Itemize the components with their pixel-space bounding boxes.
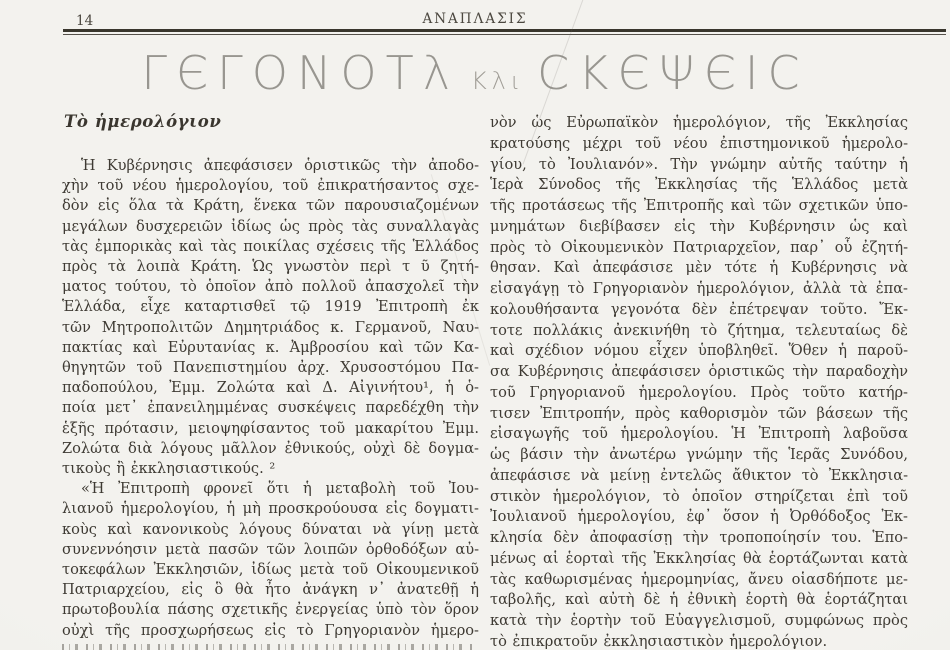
text-line: ματος τούτου, τὸ ὁποῖον ἀπὸ πολλοῦ ἀπασχολεῖ τὴν [62,278,479,296]
text-line: οὐχὶ τῆς προσχωρήσεως εἰς τὸ Γρηγοριανὸν ἡμερο- [62,621,479,639]
text-line: καὶ σχέδιον νόμου εἶχεν ὑποβληθεῖ. Ὅθεν ἡ παροῦ- [490,342,908,360]
text-line: ἑξῆς πρότασιν, μειοψηφίσαντος τοῦ μακαρίτου Ἐμμ. [62,419,479,437]
text-line: εἰσαγωγῆς τοῦ ἡμερολογίου. Ἡ Ἐπιτροπὴ λαβοῦσα [490,425,908,443]
text-line: τὰς καθωρισμένας ἡμερομηνίας, ἄνευ οἱασδήποτε με- [490,570,908,588]
masthead-word-kai: Κλι [470,67,526,95]
text-line: Ἰουλιανοῦ ἡμερολογίου, ἐφ᾿ ὅσον ἡ Ὀρθόδοξος Ἐκ- [490,508,908,526]
text-line: γίου, τὸ Ἰουλιανόν». Τὴν γνώμην αὐτῆς ταύτην ἡ [490,155,908,173]
text-line: τοτε πολλάκις ἀνεκινήθη τὸ ζήτημα, τελευταίως δὲ [490,321,908,339]
text-line: Ζολώτα διὰ λόγους μᾶλλον ἐθνικούς, οὐχὶ δὲ δογμα- [62,439,479,457]
section-masthead [0,46,950,100]
text-line: παδοπούλου, Ἐμμ. Ζολώτα καὶ Δ. Αἰγινήτου¹, ἡ ὁ- [62,379,479,397]
text-line: τῶν Μητροπολιτῶν Δημητριάδος κ. Γερμανοῦ, Ναυ- [62,318,479,336]
left-column-text [62,156,479,641]
text-line: πρὸς τὰ λοιπὰ Κράτη. Ὡς γνωστὸν περὶ τ ῦ ζητή- [62,258,479,276]
text-line: τὸ ἐπικρατοῦν ἐκκλησιαστικὸν ἡμερολόγιον. [490,632,828,650]
text-line: θησαν. Καὶ ἀπεφάσισε μὲν τότε ἡ Κυβέρνησις νὰ [490,259,908,277]
text-line: τοκεφάλων Ἐκκλησιῶν, ἰδίως μετὰ τοῦ Οἰκουμενικοῦ [62,561,479,579]
text-line: πακτίας καὶ Εὐρυτανίας κ. Ἀμβροσίου καὶ τῶν Κα- [62,338,479,356]
text-line: μνημάτων διεβίβασεν εἰς τὴν Κυβέρνησιν ὡς καὶ [490,217,908,235]
text-line: «Ἡ Ἐπιτροπὴ φρονεῖ ὅτι ἡ μεταβολὴ τοῦ Ἰου- [81,480,479,498]
text-line: εἰσαγάγῃ τὸ Γρηγοριανὸν ἡμερολόγιον, ἀλλὰ τὰ ἐπα- [490,280,908,297]
text-line: ποία μετ᾿ ἐπανειλημμένας συσκέψεις παρεδέχθη τὴν [62,399,479,417]
text-line: τοῦ Γρηγοριανοῦ ἡμερολογίου. Πρὸς τοῦτο κατήρ- [490,383,908,401]
text-line: πρὸς τὸ Οἰκουμενικὸν Πατριαρχεῖον, παρ᾿ οὗ ἐζητή- [490,238,908,256]
text-line: λιανοῦ ἡμερολογίου, ἡ μὴ προσκρούουσα εἰς δογματι- [62,500,479,518]
page-number: 14 [76,13,94,29]
text-line: κλησία δὲν ἀποφασίσῃ τὴν τροποποίησίν του. Ἑπο- [490,529,908,546]
right-column-text [490,113,908,650]
text-line: ἀπεφάσισε νὰ μείνῃ ἐντελῶς ἄθικτον τὸ Ἐκκλησια- [490,466,908,484]
masthead-word-gegonota: ΓЄΓΟΝΟΤλ [141,46,459,100]
journal-title: ΑΝΑΠΛΑΣΙΣ [422,11,528,27]
text-line: τικοὺς ἢ ἐκκλησιαστικούς. ² [62,460,276,478]
text-line: κοὺς καὶ κανονικοὺς λόγους δύναται νὰ γίνῃ μετὰ [62,520,479,538]
right-column [490,108,908,650]
text-line: στικὸν ἡμερολόγιον, τὸ ὁποῖον στηρίζεται ἐπὶ τοῦ [490,487,908,505]
text-line: ταβολῆς, καὶ αὐτὴ δὲ ἡ ἐθνικὴ ἑορτὴ θὰ ἑορτάζηται [490,591,908,609]
text-line: ὡς βάσιν τὴν ἀνωτέρω γνώμην τῆς Ἱερᾶς Συνόδου, [490,446,908,463]
text-line: τὰς ἐμπορικὰς καὶ τὰς ποικίλας σχέσεις τῆς Ἑλλάδος [62,237,479,255]
clipped-text-line [62,644,475,650]
masthead-word-skepseis: CΚЄΨЄΙC [537,46,809,100]
text-line: μεγάλων δυσχερειῶν ἰδίως ὡς πρὸς τὰς συναλλαγὰς [62,217,479,235]
text-line: τῆς προτάσεως τῆς Ἐπιτροπῆς καὶ τῶν σχετικῶν ὑπο- [490,197,908,214]
text-line: συνεννόησιν μετὰ πασῶν τῶν λοιπῶν ὀρθοδόξων αὐ- [62,540,479,558]
text-line: Ἑλλάδα, εἶχε καταρτισθεῖ τῷ 1919 Ἐπιτροπὴ ἐκ [62,298,479,316]
text-line: χὴν τοῦ νέου ἡμερολογίου, τοῦ ἐπικρατήσαντος σχε- [62,177,479,195]
article-heading: Τὸ ἡμερολόγιον [64,112,222,131]
text-line: Πατριαρχείου, εἰς ὃ θὰ ἦτο ἀνάγκη ν᾿ ἀνατεθῇ ἡ [62,581,479,599]
text-line: σα Κυβέρνησις ἀπεφάσισεν ὁριστικῶς τὴν παραδοχὴν [490,363,908,380]
text-line: δὸν εἰς ὅλα τὰ Κράτη, ἕνεκα τῶν παρουσιαζομένων [62,197,479,215]
header-rule [63,29,946,35]
text-line: κρατούσης μέχρι τοῦ νέου ἐπιστημονικοῦ ἡμερολο- [490,134,908,152]
text-line: κολουθήσαντα γεγονότα δὲν ἐπέτρεψαν τοῦτο. Ἔκ- [490,300,908,318]
article-columns [62,108,908,650]
text-line: τισεν Ἐπιτροπήν, πρὸς καθορισμὸν τῶν βάσεων τῆς [490,404,908,422]
text-line: Ἱερὰ Σύνοδος τῆς Ἐκκλησίας τῆς Ἑλλάδος μετὰ [490,176,908,194]
text-line: θηγητῶν τοῦ Πανεπιστημίου ἀρχ. Χρυσοστόμου Πα- [62,359,479,377]
text-line: μένως αἱ ἑορταὶ τῆς Ἐκκλησίας θὰ ἑορτάζωνται κατὰ [490,549,908,567]
text-line: νὸν ὡς Εὐρωπαϊκὸν ἡμερολόγιον, τῆς Ἐκκλησίας [490,114,908,131]
text-line: Ἡ Κυβέρνησις ἀπεφάσισεν ὁριστικῶς τὴν ἀποδο- [81,157,479,174]
text-line: πρωτοβουλία πάσης σχετικῆς ἐνεργείας ὑπὸ τὸν ὅρον [62,601,479,619]
left-column [62,108,479,650]
text-line: κατὰ τὴν ἑορτὴν τοῦ Εὐαγγελισμοῦ, συμφώνως πρὸς [490,612,908,629]
